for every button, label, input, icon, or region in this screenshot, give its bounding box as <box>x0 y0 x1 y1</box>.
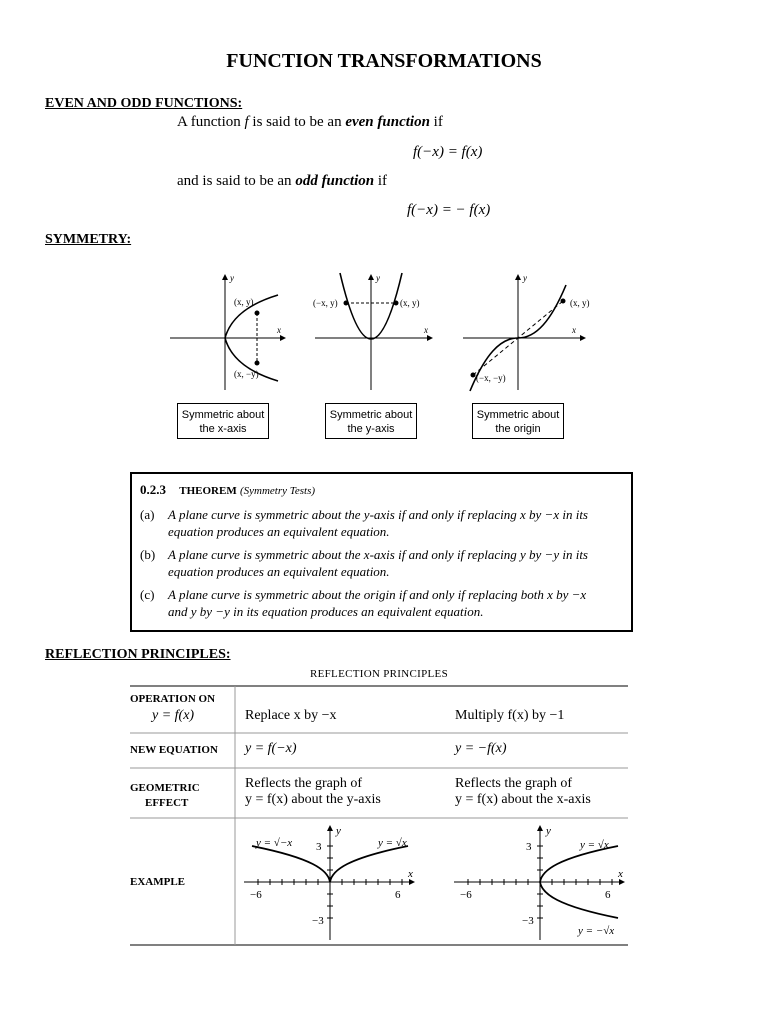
label-point-2: (−x, −y) <box>476 373 506 383</box>
table-title: REFLECTION PRINCIPLES <box>309 668 448 680</box>
example-graph-y-reflection <box>240 822 420 942</box>
axis-x-label: x <box>424 325 428 335</box>
new-eq-cell-2: y = −f(x) <box>455 741 507 756</box>
label-point-2: (x, −y) <box>234 369 259 379</box>
even-def-text: A function <box>177 114 245 130</box>
caption-line-2: the origin <box>495 423 541 435</box>
caption-line-1: Symmetric about <box>329 409 413 421</box>
x-tick-label-left: −6 <box>460 889 472 901</box>
symmetry-heading: SYMMETRY: <box>45 232 132 247</box>
y-tick-label-bottom: −3 <box>522 915 534 927</box>
axis-y-label: y <box>376 273 380 283</box>
caption-line-2: the x-axis <box>199 423 247 435</box>
axis-y-label: y <box>336 825 341 837</box>
page-title: FUNCTION TRANSFORMATIONS <box>226 50 542 72</box>
x-tick-label-right: 6 <box>395 889 401 901</box>
geo-2-line-2: y = f(x) about the x-axis <box>455 792 591 807</box>
label-top-curve: y = √x <box>580 839 609 851</box>
axis-x-label: x <box>277 325 281 335</box>
geo-cell-2 <box>455 776 591 808</box>
x-tick-label-left: −6 <box>250 889 262 901</box>
odd-def-post: if <box>374 173 387 189</box>
item-line-1: A plane curve is symmetric about the x-axis if and only if replacing y by −y in its <box>168 547 588 562</box>
x-tick-label-right: 6 <box>605 889 611 901</box>
y-tick-label-top: 3 <box>316 841 322 853</box>
op-cell-2: Multiply f(x) by −1 <box>455 708 565 723</box>
label-point-1: (x, y) <box>234 297 254 307</box>
even-def-post: if <box>429 114 443 130</box>
item-label: (c) <box>140 587 155 602</box>
item-line-2: equation produces an equivalent equation. <box>168 564 390 579</box>
item-line-2: equation produces an equivalent equation. <box>168 524 390 539</box>
axis-y-label: y <box>230 273 234 283</box>
sqrt-x-curve <box>540 846 618 882</box>
label-right-curve: y = √x <box>378 837 407 849</box>
row-label-operation: OPERATION ON <box>130 693 216 705</box>
odd-def-text: and is said to be an <box>177 173 296 189</box>
row-label-new-equation: NEW EQUATION <box>130 744 218 756</box>
odd-function-term: odd function <box>295 173 375 189</box>
even-equation: f(−x) = f(x) <box>413 144 483 160</box>
geo-2-line-1: Reflects the graph of <box>455 776 573 791</box>
theorem-number: 0.2.3 <box>140 482 166 497</box>
axis-x-label: x <box>572 325 576 335</box>
geo-1-line-2: y = f(x) about the y-axis <box>245 792 381 807</box>
even-def-mid: is said to be an <box>248 114 346 130</box>
theorem-subtitle: (Symmetry Tests) <box>239 485 316 497</box>
axis-x-label: x <box>618 868 623 880</box>
row-label-effect: EFFECT <box>145 797 189 809</box>
label-point-1: (x, y) <box>570 298 590 308</box>
label-left-curve: y = √−x <box>256 837 293 849</box>
odd-equation: f(−x) = − f(x) <box>407 202 491 218</box>
item-line-2: and y by −y in its equation produces an equivalent equation. <box>168 604 484 619</box>
op-cell-1: Replace x by −x <box>245 708 337 723</box>
y-tick-label-top: 3 <box>526 841 532 853</box>
reflection-heading: REFLECTION PRINCIPLES: <box>45 647 231 662</box>
caption-line-1: Symmetric about <box>476 409 560 421</box>
geo-cell-1 <box>245 776 381 808</box>
new-eq-cell-1: y = f(−x) <box>245 741 297 756</box>
example-graph-x-reflection <box>450 822 630 942</box>
caption-line-1: Symmetric about <box>181 409 265 421</box>
y-tick-label-bottom: −3 <box>312 915 324 927</box>
geo-1-line-1: Reflects the graph of <box>245 776 363 791</box>
row-label-geometric: GEOMETRIC <box>130 782 200 794</box>
theorem-name: THEOREM <box>179 485 237 497</box>
caption-line-2: the y-axis <box>347 423 395 435</box>
row-label-example: EXAMPLE <box>130 876 185 888</box>
even-odd-heading: EVEN AND ODD FUNCTIONS: <box>45 96 243 111</box>
axis-x-label: x <box>408 868 413 880</box>
sqrt-x-curve <box>330 846 408 882</box>
label-point-1: (−x, y) <box>313 298 338 308</box>
item-line-1: A plane curve is symmetric about the origin if and only if replacing both x by −x <box>168 587 587 602</box>
even-function-term: even function <box>345 114 430 130</box>
axis-y-label: y <box>523 273 527 283</box>
label-point-2: (x, y) <box>400 298 420 308</box>
label-bottom-curve: y = −√x <box>578 925 615 937</box>
item-label: (a) <box>140 507 155 522</box>
even-def-f: f <box>244 114 249 130</box>
item-label: (b) <box>140 547 156 562</box>
axis-y-label: y <box>546 825 551 837</box>
row-label-operation-eq: y = f(x) <box>152 708 195 723</box>
item-line-1: A plane curve is symmetric about the y-axis if and only if replacing x by −x in its <box>168 507 588 522</box>
